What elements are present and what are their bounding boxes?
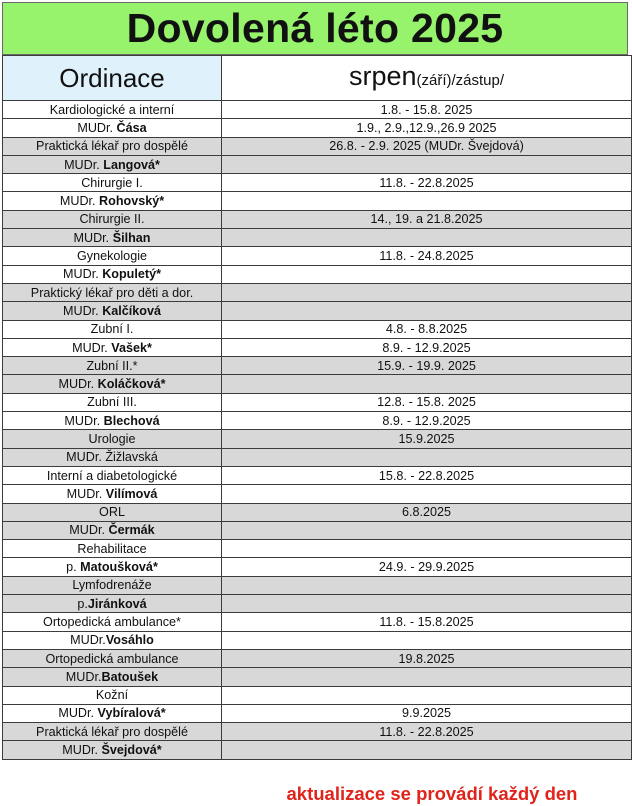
ordinace-cell[interactable]: [3, 283, 222, 301]
dates-cell[interactable]: [222, 302, 632, 320]
table-row: [3, 302, 632, 320]
ordinace-cell[interactable]: [3, 668, 222, 686]
header-row: [3, 56, 632, 101]
ordinace-cell[interactable]: [3, 192, 222, 210]
table-row: [3, 741, 632, 759]
table-row: [3, 393, 632, 411]
ordinace-cell[interactable]: [3, 558, 222, 576]
dates-cell[interactable]: [222, 686, 632, 704]
doctor-name: Koláčková*: [97, 377, 166, 392]
ordinace-cell[interactable]: [3, 704, 222, 722]
table-row: [3, 247, 632, 265]
ordinace-cell[interactable]: [3, 686, 222, 704]
ordinace-name: ORL: [99, 505, 125, 520]
dates-cell[interactable]: 11.8. - 15.8.2025: [222, 613, 632, 631]
doctor-name: Šilhan: [112, 230, 151, 245]
doctor-name: Batoušek: [101, 669, 159, 684]
ordinace-name: Praktická lékař pro dospělé: [36, 139, 188, 154]
doctor-name: Vybíralová*: [97, 706, 166, 721]
ordinace-name: Rehabilitace: [77, 541, 147, 556]
dates-cell[interactable]: 14., 19. a 21.8.2025: [222, 210, 632, 228]
dates-cell[interactable]: 19.8.2025: [222, 649, 632, 667]
table-row: [3, 229, 632, 247]
doctor-prefix: MUDr.: [72, 340, 112, 355]
doctor-name: Čermák: [108, 523, 155, 538]
dates-cell[interactable]: 8.9. - 12.9.2025: [222, 338, 632, 356]
vacation-table: [2, 55, 632, 760]
table-row: [3, 631, 632, 649]
dates-cell[interactable]: [222, 631, 632, 649]
ordinace-cell[interactable]: [3, 393, 222, 411]
ordinace-cell[interactable]: [3, 595, 222, 613]
table-row: [3, 668, 632, 686]
doctor-prefix: MUDr.: [63, 267, 103, 282]
table-row: [3, 265, 632, 283]
doctor-prefix: MUDr.: [63, 303, 103, 318]
table-row: [3, 430, 632, 448]
doctor-name: Švejdová*: [101, 743, 162, 758]
doctor-prefix: MUDr.: [69, 523, 109, 538]
table-row: [3, 558, 632, 576]
ordinace-name: Urologie: [88, 431, 136, 446]
ordinace-cell[interactable]: [3, 302, 222, 320]
ordinace-cell[interactable]: [3, 101, 222, 119]
ordinace-name: Praktický lékař pro děti a dor.: [30, 285, 194, 300]
dates-cell[interactable]: 24.9. - 29.9.2025: [222, 558, 632, 576]
ordinace-name: Kožní: [95, 688, 129, 703]
doctor-prefix: MUDr.: [64, 157, 104, 172]
header-month[interactable]: [222, 56, 632, 101]
table-row: [3, 686, 632, 704]
doctor-name: Blechová: [103, 413, 160, 428]
doctor-name: Vilímová: [105, 486, 158, 501]
page-title[interactable]: Dovolená léto 2025: [2, 2, 628, 55]
ordinace-cell[interactable]: [3, 247, 222, 265]
ordinace-cell[interactable]: [3, 375, 222, 393]
doctor-prefix: MUDr.: [59, 194, 100, 209]
table-row: [3, 192, 632, 210]
ordinace-cell[interactable]: [3, 503, 222, 521]
dates-cell[interactable]: [222, 155, 632, 173]
ordinace-cell[interactable]: [3, 155, 222, 173]
dates-cell[interactable]: 26.8. - 2.9. 2025 (MUDr. Švejdová): [222, 137, 632, 155]
table-row: [3, 283, 632, 301]
header-month-sub: (září)/zástup/: [416, 71, 505, 89]
ordinace-cell[interactable]: [3, 741, 222, 759]
dates-cell[interactable]: [222, 375, 632, 393]
ordinace-cell[interactable]: [3, 723, 222, 741]
doctor-name: Vosáhlo: [105, 633, 154, 648]
table-row: [3, 375, 632, 393]
table-row: [3, 137, 632, 155]
doctor-prefix: MUDr.: [58, 706, 98, 721]
dates-cell[interactable]: [222, 229, 632, 247]
ordinace-cell[interactable]: [3, 576, 222, 594]
ordinace-name: Zubní III.: [87, 395, 137, 410]
dates-cell[interactable]: [222, 265, 632, 283]
table-row: [3, 704, 632, 722]
ordinace-name: Zubní II.*: [86, 358, 138, 373]
ordinace-name: Interní a diabetologické: [46, 468, 178, 483]
doctor-prefix: MUDr.: [58, 377, 98, 392]
dates-cell[interactable]: 1.9., 2.9.,12.9.,26.9 2025: [222, 119, 632, 137]
doctor-name: Kalčíková: [102, 303, 161, 318]
table-row: [3, 448, 632, 466]
ordinace-cell[interactable]: [3, 137, 222, 155]
ordinace-name: Praktická lékař pro dospělé: [36, 724, 188, 739]
ordinace-cell[interactable]: [3, 631, 222, 649]
ordinace-cell[interactable]: [3, 119, 222, 137]
table-row: [3, 521, 632, 539]
doctor-prefix: MUDr. Žižlavská: [66, 450, 158, 465]
table-row: [3, 595, 632, 613]
ordinace-cell[interactable]: [3, 412, 222, 430]
table-row: [3, 412, 632, 430]
dates-cell[interactable]: [222, 668, 632, 686]
ordinace-cell[interactable]: [3, 265, 222, 283]
ordinace-name: Chirurgie I.: [81, 175, 143, 190]
update-note[interactable]: aktualizace se provádí každý den: [286, 783, 578, 804]
dates-cell[interactable]: [222, 521, 632, 539]
dates-cell[interactable]: [222, 540, 632, 558]
dates-cell[interactable]: 6.8.2025: [222, 503, 632, 521]
doctor-name: Langová*: [103, 157, 160, 172]
doctor-name: Vašek*: [111, 340, 152, 355]
doctor-name: Čása: [116, 120, 147, 135]
table-row: [3, 613, 632, 631]
dates-cell[interactable]: [222, 741, 632, 759]
ordinace-cell[interactable]: [3, 485, 222, 503]
table-row: [3, 338, 632, 356]
doctor-prefix: MUDr.: [62, 743, 102, 758]
doctor-name: Matoušková*: [80, 560, 158, 575]
doctor-prefix: MUDr.: [77, 120, 117, 135]
ordinace-cell[interactable]: [3, 229, 222, 247]
dates-cell[interactable]: 8.9. - 12.9.2025: [222, 412, 632, 430]
table-row: [3, 357, 632, 375]
ordinace-cell[interactable]: [3, 521, 222, 539]
doctor-prefix: p.: [77, 596, 88, 611]
dates-cell[interactable]: [222, 192, 632, 210]
doctor-prefix: MUDr.: [73, 230, 113, 245]
doctor-name: Kopuletý*: [102, 267, 161, 282]
dates-cell[interactable]: 12.8. - 15.8. 2025: [222, 393, 632, 411]
ordinace-name: Ortopedická ambulance: [45, 651, 179, 666]
table-row: [3, 320, 632, 338]
doctor-prefix: p.: [66, 560, 81, 575]
dates-cell[interactable]: [222, 576, 632, 594]
ordinace-name: Chirurgie II.: [79, 212, 145, 227]
doctor-prefix: MUDr.: [66, 486, 106, 501]
ordinace-name: Lymfodrenáže: [72, 578, 152, 593]
table-row: [3, 576, 632, 594]
ordinace-cell[interactable]: [3, 466, 222, 484]
table-row: [3, 485, 632, 503]
dates-cell[interactable]: 4.8. - 8.8.2025: [222, 320, 632, 338]
ordinace-cell[interactable]: [3, 540, 222, 558]
ordinace-cell[interactable]: [3, 649, 222, 667]
table-row: [3, 101, 632, 119]
table-row: [3, 649, 632, 667]
dates-cell[interactable]: 15.9. - 19.9. 2025: [222, 357, 632, 375]
doctor-name: Rohovský*: [99, 194, 165, 209]
ordinace-cell[interactable]: [3, 357, 222, 375]
table-row: [3, 155, 632, 173]
dates-cell[interactable]: [222, 283, 632, 301]
ordinace-cell[interactable]: [3, 210, 222, 228]
ordinace-cell[interactable]: [3, 338, 222, 356]
dates-cell[interactable]: [222, 595, 632, 613]
header-month-main: srpen: [348, 60, 417, 91]
doctor-prefix: MUDr.: [70, 633, 106, 648]
table-row: [3, 540, 632, 558]
table-row: [3, 723, 632, 741]
table-row: [3, 466, 632, 484]
ordinace-cell[interactable]: [3, 448, 222, 466]
dates-cell[interactable]: [222, 448, 632, 466]
dates-cell[interactable]: 11.8. - 22.8.2025: [222, 723, 632, 741]
doctor-prefix: MUDr.: [65, 669, 102, 684]
table-row: [3, 174, 632, 192]
ordinace-name: Zubní I.: [90, 322, 134, 337]
dates-cell[interactable]: 15.8. - 22.8.2025: [222, 466, 632, 484]
dates-cell[interactable]: 15.9.2025: [222, 430, 632, 448]
ordinace-cell[interactable]: [3, 430, 222, 448]
dates-cell[interactable]: 1.8. - 15.8. 2025: [222, 101, 632, 119]
ordinace-cell[interactable]: [3, 613, 222, 631]
dates-cell[interactable]: 11.8. - 24.8.2025: [222, 247, 632, 265]
ordinace-cell[interactable]: [3, 174, 222, 192]
ordinace-name: Ortopedická ambulance*: [43, 614, 181, 629]
ordinace-cell[interactable]: [3, 320, 222, 338]
table-row: [3, 210, 632, 228]
doctor-name: Jiránková: [87, 596, 147, 611]
dates-cell[interactable]: 9.9.2025: [222, 704, 632, 722]
doctor-prefix: MUDr.: [64, 413, 104, 428]
table-row: [3, 119, 632, 137]
table-row: [3, 503, 632, 521]
dates-cell[interactable]: 11.8. - 22.8.2025: [222, 174, 632, 192]
header-ordinace[interactable]: Ordinace: [3, 56, 222, 101]
ordinace-name: Kardiologické a interní: [49, 102, 175, 117]
dates-cell[interactable]: [222, 485, 632, 503]
ordinace-name: Gynekologie: [76, 249, 147, 264]
